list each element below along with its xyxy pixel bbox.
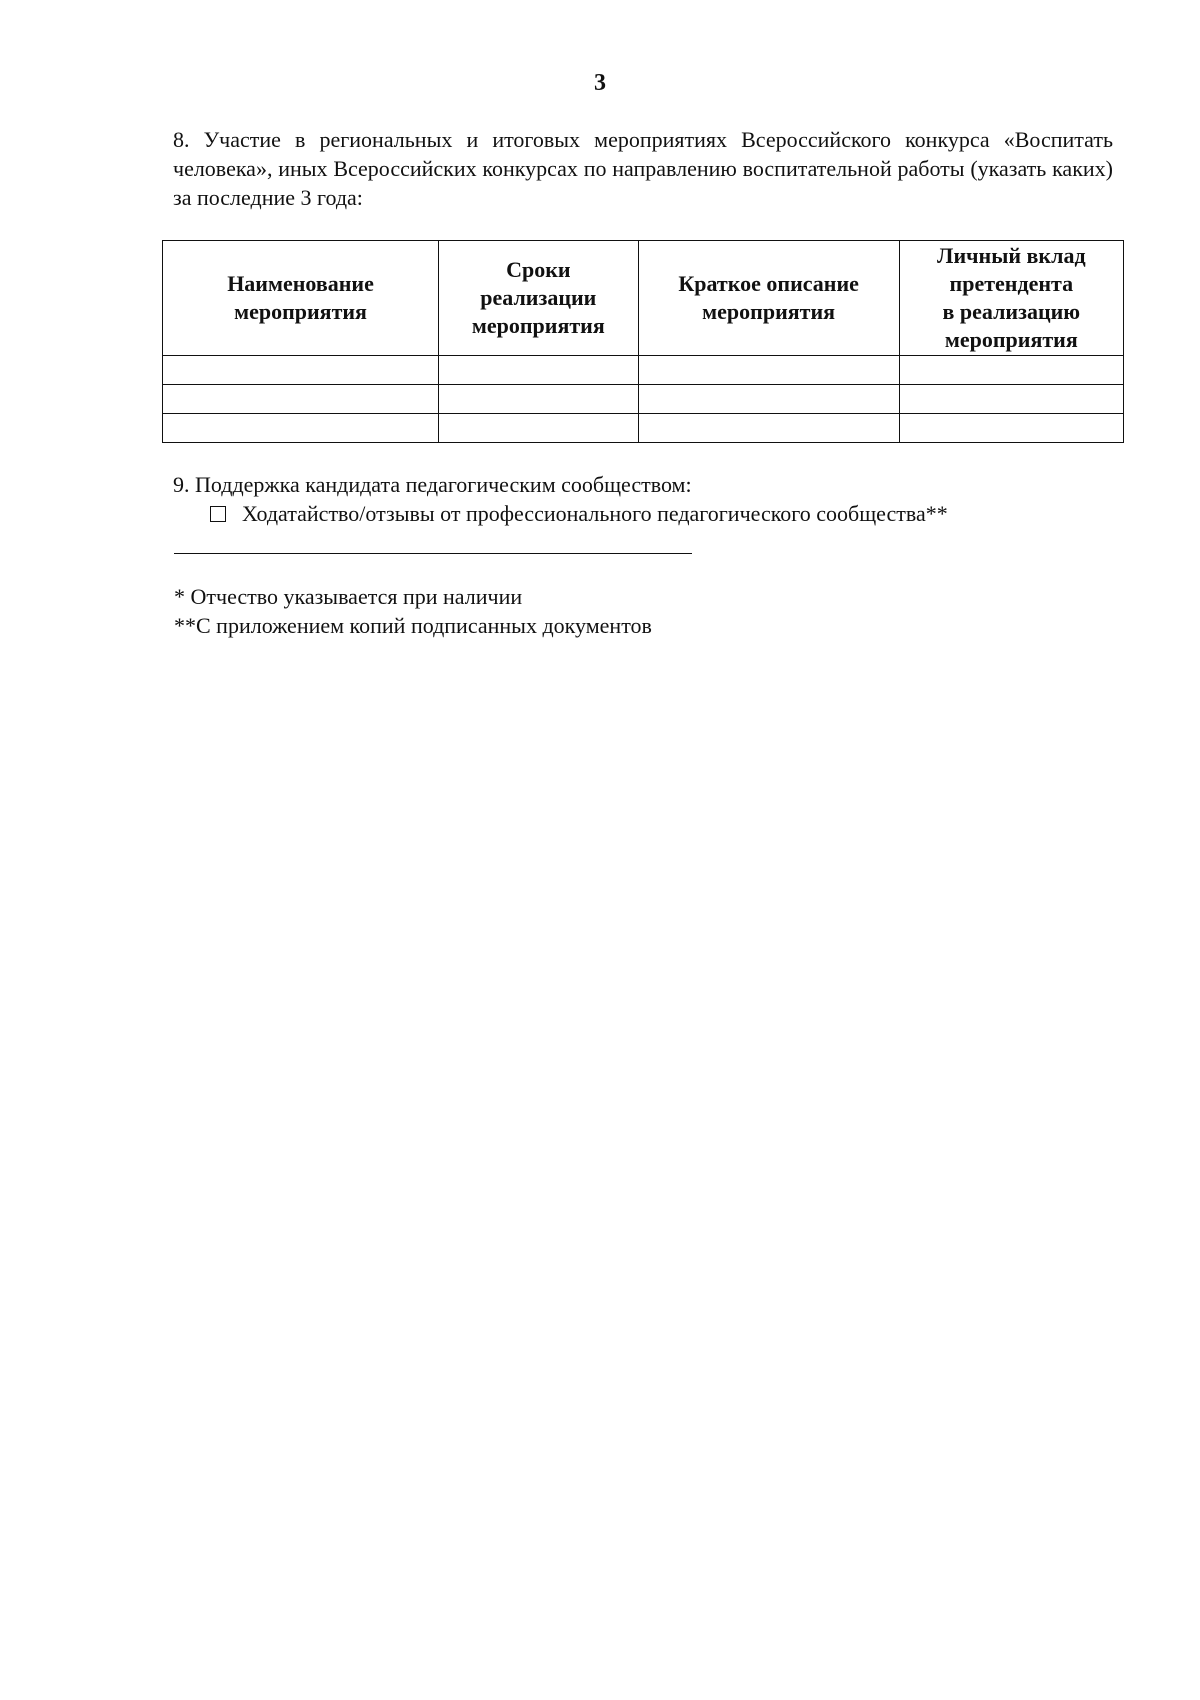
header-line: Краткое описание (678, 271, 859, 296)
header-line: мероприятия (944, 327, 1078, 352)
support-checkbox-row[interactable] (210, 499, 948, 528)
table-cell[interactable] (638, 356, 899, 385)
table-cell[interactable] (439, 414, 639, 443)
header-line: мероприятия (471, 313, 605, 338)
table-cell[interactable] (163, 356, 439, 385)
footnote-divider (174, 553, 692, 554)
footnote-patronymic: * Отчество указывается при наличии (174, 584, 523, 609)
table-cell[interactable] (899, 356, 1123, 385)
table-cell[interactable] (638, 414, 899, 443)
events-table (162, 240, 1124, 443)
table-header-row (163, 241, 1124, 356)
header-event-name (163, 241, 439, 356)
table-cell[interactable] (899, 414, 1123, 443)
header-line: Сроки (506, 257, 571, 282)
support-checkbox[interactable] (210, 506, 226, 522)
header-line: Личный вклад (937, 243, 1086, 268)
header-event-dates (439, 241, 639, 356)
support-checkbox-label: Ходатайство/отзывы от профессионального педагогического сообщества** (242, 501, 948, 526)
table-cell[interactable] (439, 356, 639, 385)
table-cell[interactable] (439, 385, 639, 414)
section-8-text: 8. Участие в региональных и итоговых мероприятиях Всероссийского конкурса «Воспитать человека», иных Всероссийских конкурсах по направлению воспитательной работы (указать каких) за последние 3 года: (173, 127, 1113, 210)
table-row (163, 385, 1124, 414)
page-number: 3 (594, 70, 606, 96)
footnote-attachments: **С приложением копий подписанных документов (174, 613, 652, 638)
header-event-description (638, 241, 899, 356)
header-line: в реализацию (942, 299, 1081, 324)
table-cell[interactable] (638, 385, 899, 414)
header-personal-contribution (899, 241, 1123, 356)
table-cell[interactable] (163, 385, 439, 414)
footnotes (174, 582, 652, 640)
header-line: реализации (480, 285, 597, 310)
table-row (163, 414, 1124, 443)
table-row (163, 356, 1124, 385)
table-cell[interactable] (163, 414, 439, 443)
header-line: претендента (949, 271, 1074, 296)
section-9-title: 9. Поддержка кандидата педагогическим сообществом: (173, 472, 692, 497)
table-cell[interactable] (899, 385, 1123, 414)
header-line: мероприятия (234, 299, 367, 324)
header-line: Наименование (227, 271, 374, 296)
header-line: мероприятия (702, 299, 836, 324)
